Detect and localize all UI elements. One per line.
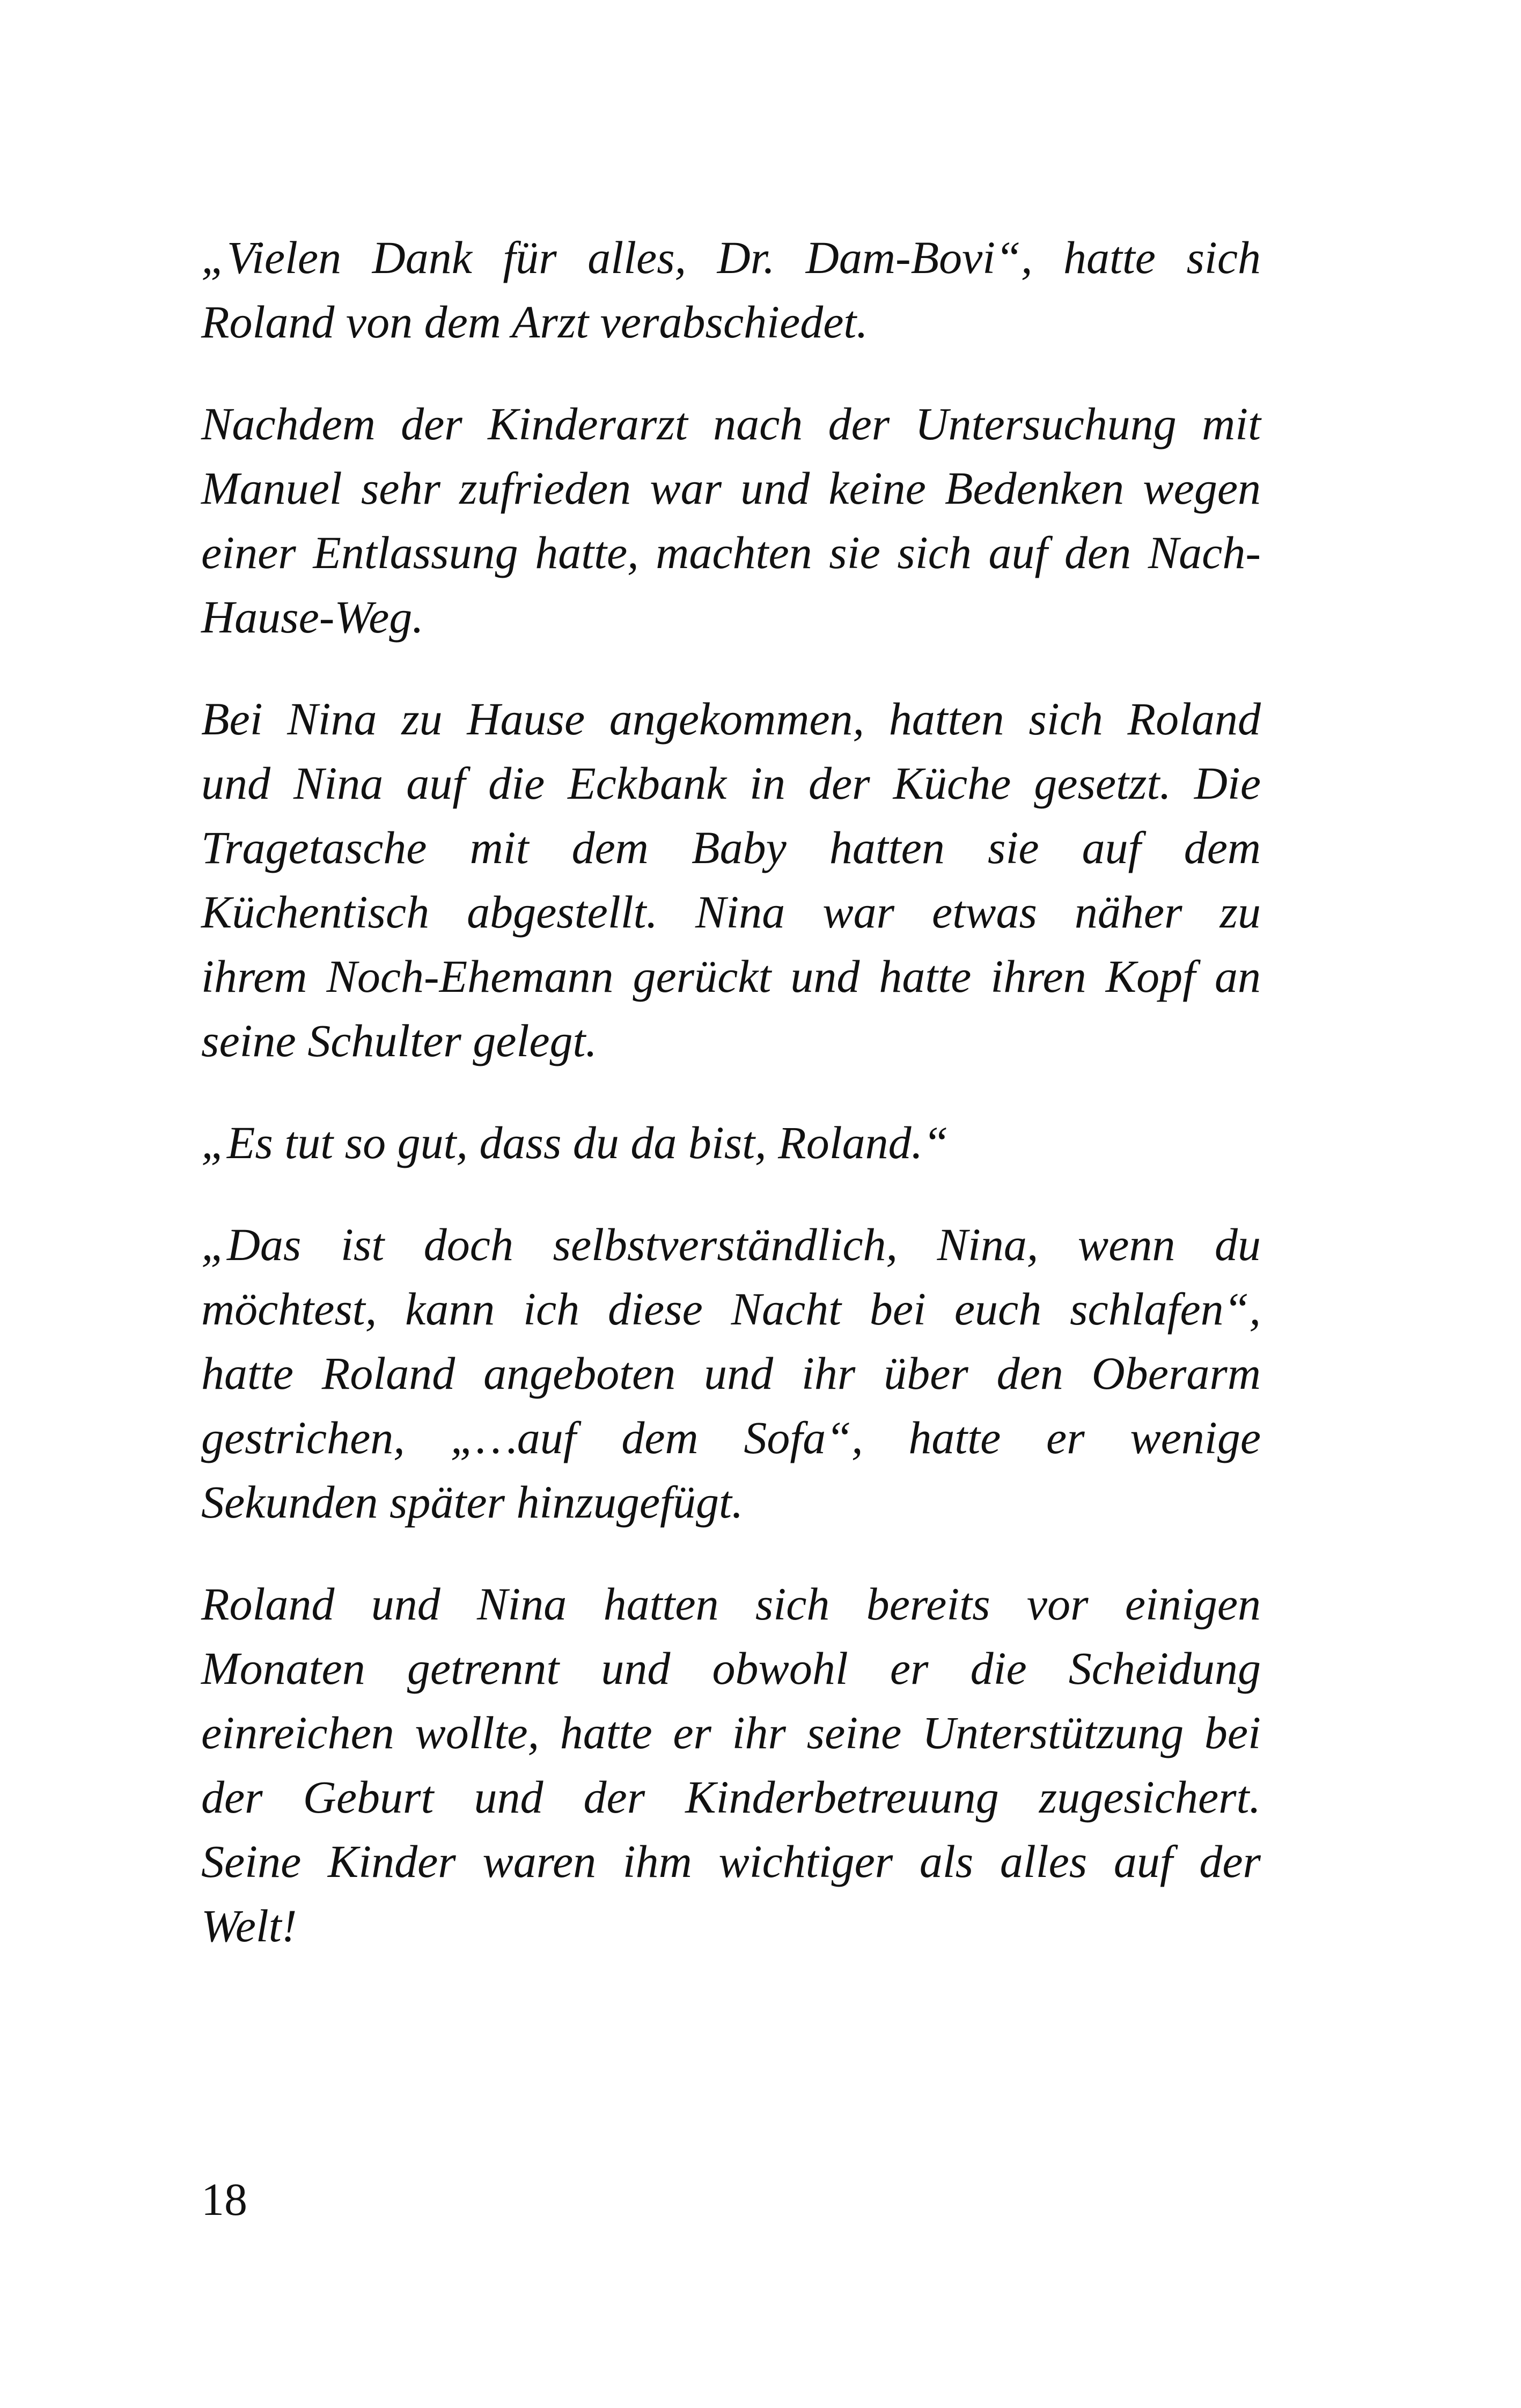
text-line: Roland von dem Arzt verabschiedet. — [201, 296, 868, 348]
text-line: Nachdem der Kinderarzt nach der Untersuchung mit — [201, 398, 1261, 450]
paragraph-1 — [201, 225, 1261, 354]
paragraph-2 — [201, 392, 1261, 649]
paragraph-3 — [201, 687, 1261, 1073]
text-line: hatte Roland angeboten und ihr über den Oberarm — [201, 1347, 1261, 1399]
text-line: seine Schulter gelegt. — [201, 1015, 597, 1066]
text-line: Sekunden später hinzugefügt. — [201, 1476, 744, 1528]
text-line: Manuel sehr zufrieden war und keine Bedenken wegen — [201, 462, 1261, 514]
text-line: einreichen wollte, hatte er ihr seine Unterstützung bei — [201, 1707, 1261, 1758]
text-line: Bei Nina zu Hause angekommen, hatten sich Roland — [201, 693, 1261, 745]
paragraph-6 — [201, 1572, 1261, 1958]
text-line: der Geburt und der Kinderbetreuung zugesichert. — [201, 1771, 1261, 1823]
text-line: „Es tut so gut, dass du da bist, Roland.“ — [201, 1117, 949, 1168]
page-number: 18 — [201, 2174, 247, 2225]
text-line: Küchentisch abgestellt. Nina war etwas näher zu — [201, 886, 1261, 938]
text-line: Monaten getrennt und obwohl er die Scheidung — [201, 1643, 1261, 1694]
text-line: einer Entlassung hatte, machten sie sich auf den Nach- — [201, 527, 1261, 578]
text-line: ihrem Noch-Ehemann gerückt und hatte ihren Kopf an — [201, 951, 1261, 1002]
text-line: „Das ist doch selbstverständlich, Nina, wenn du — [201, 1219, 1261, 1270]
text-line: „Vielen Dank für alles, Dr. Dam-Bovi“, hatte sich — [201, 232, 1261, 283]
text-line: Roland und Nina hatten sich bereits vor einigen — [201, 1578, 1261, 1630]
text-line: und Nina auf die Eckbank in der Küche gesetzt. Die — [201, 757, 1261, 809]
text-line: Welt! — [201, 1900, 297, 1952]
text-line: möchtest, kann ich diese Nacht bei euch schlafen“, — [201, 1283, 1261, 1335]
text-line: Tragetasche mit dem Baby hatten sie auf dem — [201, 822, 1261, 873]
text-line: Hause-Weg. — [201, 591, 424, 643]
text-line: gestrichen, „…auf dem Sofa“, hatte er wenige — [201, 1412, 1261, 1463]
text-line: Seine Kinder waren ihm wichtiger als alles auf der — [201, 1836, 1261, 1887]
paragraph-5 — [201, 1212, 1261, 1534]
body-text — [201, 225, 1261, 1995]
paragraph-4 — [201, 1110, 1261, 1175]
